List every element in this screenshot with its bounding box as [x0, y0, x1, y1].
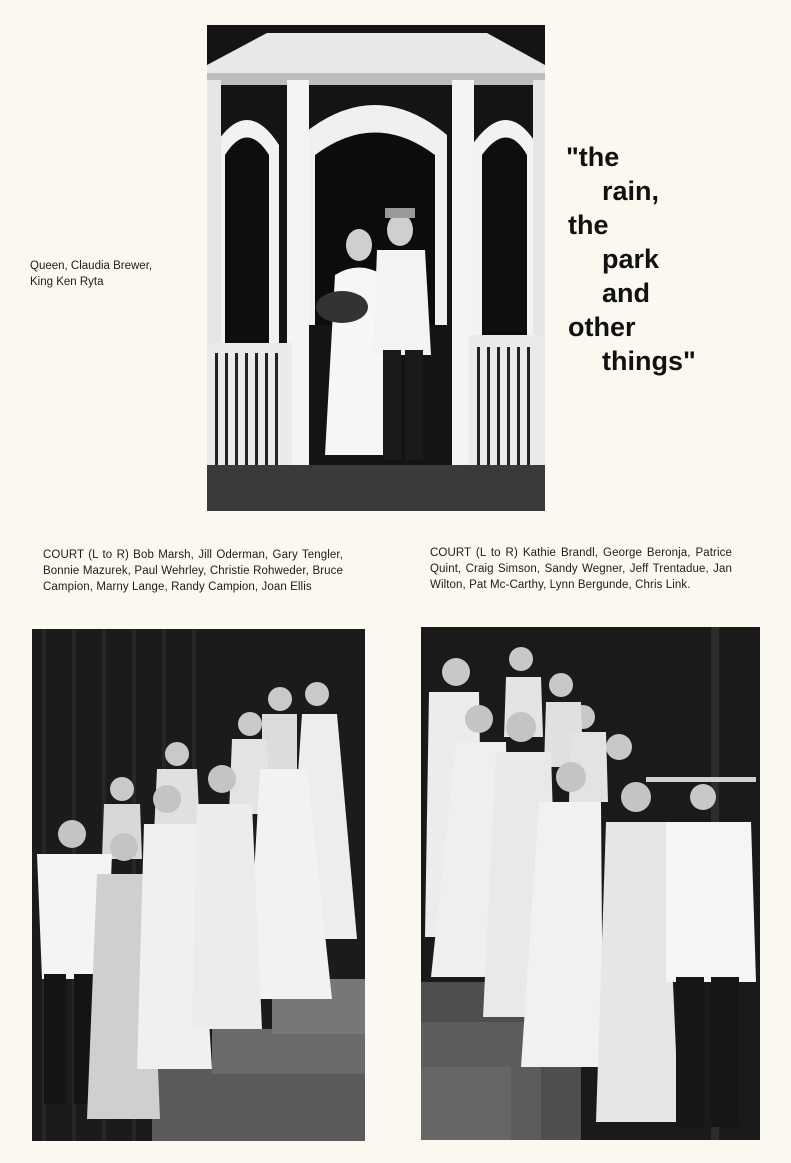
quote-line: park [602, 244, 660, 274]
court-right-caption: COURT (L to R) Kathie Brandl, George Beronja, Patrice Quint, Craig Simson, Sandy Wegner, Jeff Trentadue, Jan Wilton, Pat Mc-Carthy, Lynn Bergunde, Chris Link. [430, 547, 732, 591]
court-left-photo [32, 629, 365, 1141]
quote-line: rain, [602, 176, 660, 206]
quote-line: other [568, 312, 636, 342]
royalty-caption [30, 258, 200, 290]
quote-line: things" [602, 346, 696, 376]
court-left-caption: COURT (L to R) Bob Marsh, Jill Oderman, Gary Tengler, Bonnie Mazurek, Paul Wehrley, Christie Rohweder, Bruce Campion, Marny Lange, Randy Campion, Joan Ellis [43, 549, 343, 593]
royalty-caption-line1: Queen, Claudia Brewer, [30, 260, 153, 272]
quote-line: "the [566, 142, 620, 172]
quote-line: and [602, 278, 651, 308]
royalty-caption-line2: King Ken Ryta [30, 276, 104, 288]
page-quote [566, 140, 766, 378]
royalty-photo [207, 25, 545, 511]
court-right-photo [421, 627, 760, 1140]
quote-line: the [568, 210, 609, 240]
